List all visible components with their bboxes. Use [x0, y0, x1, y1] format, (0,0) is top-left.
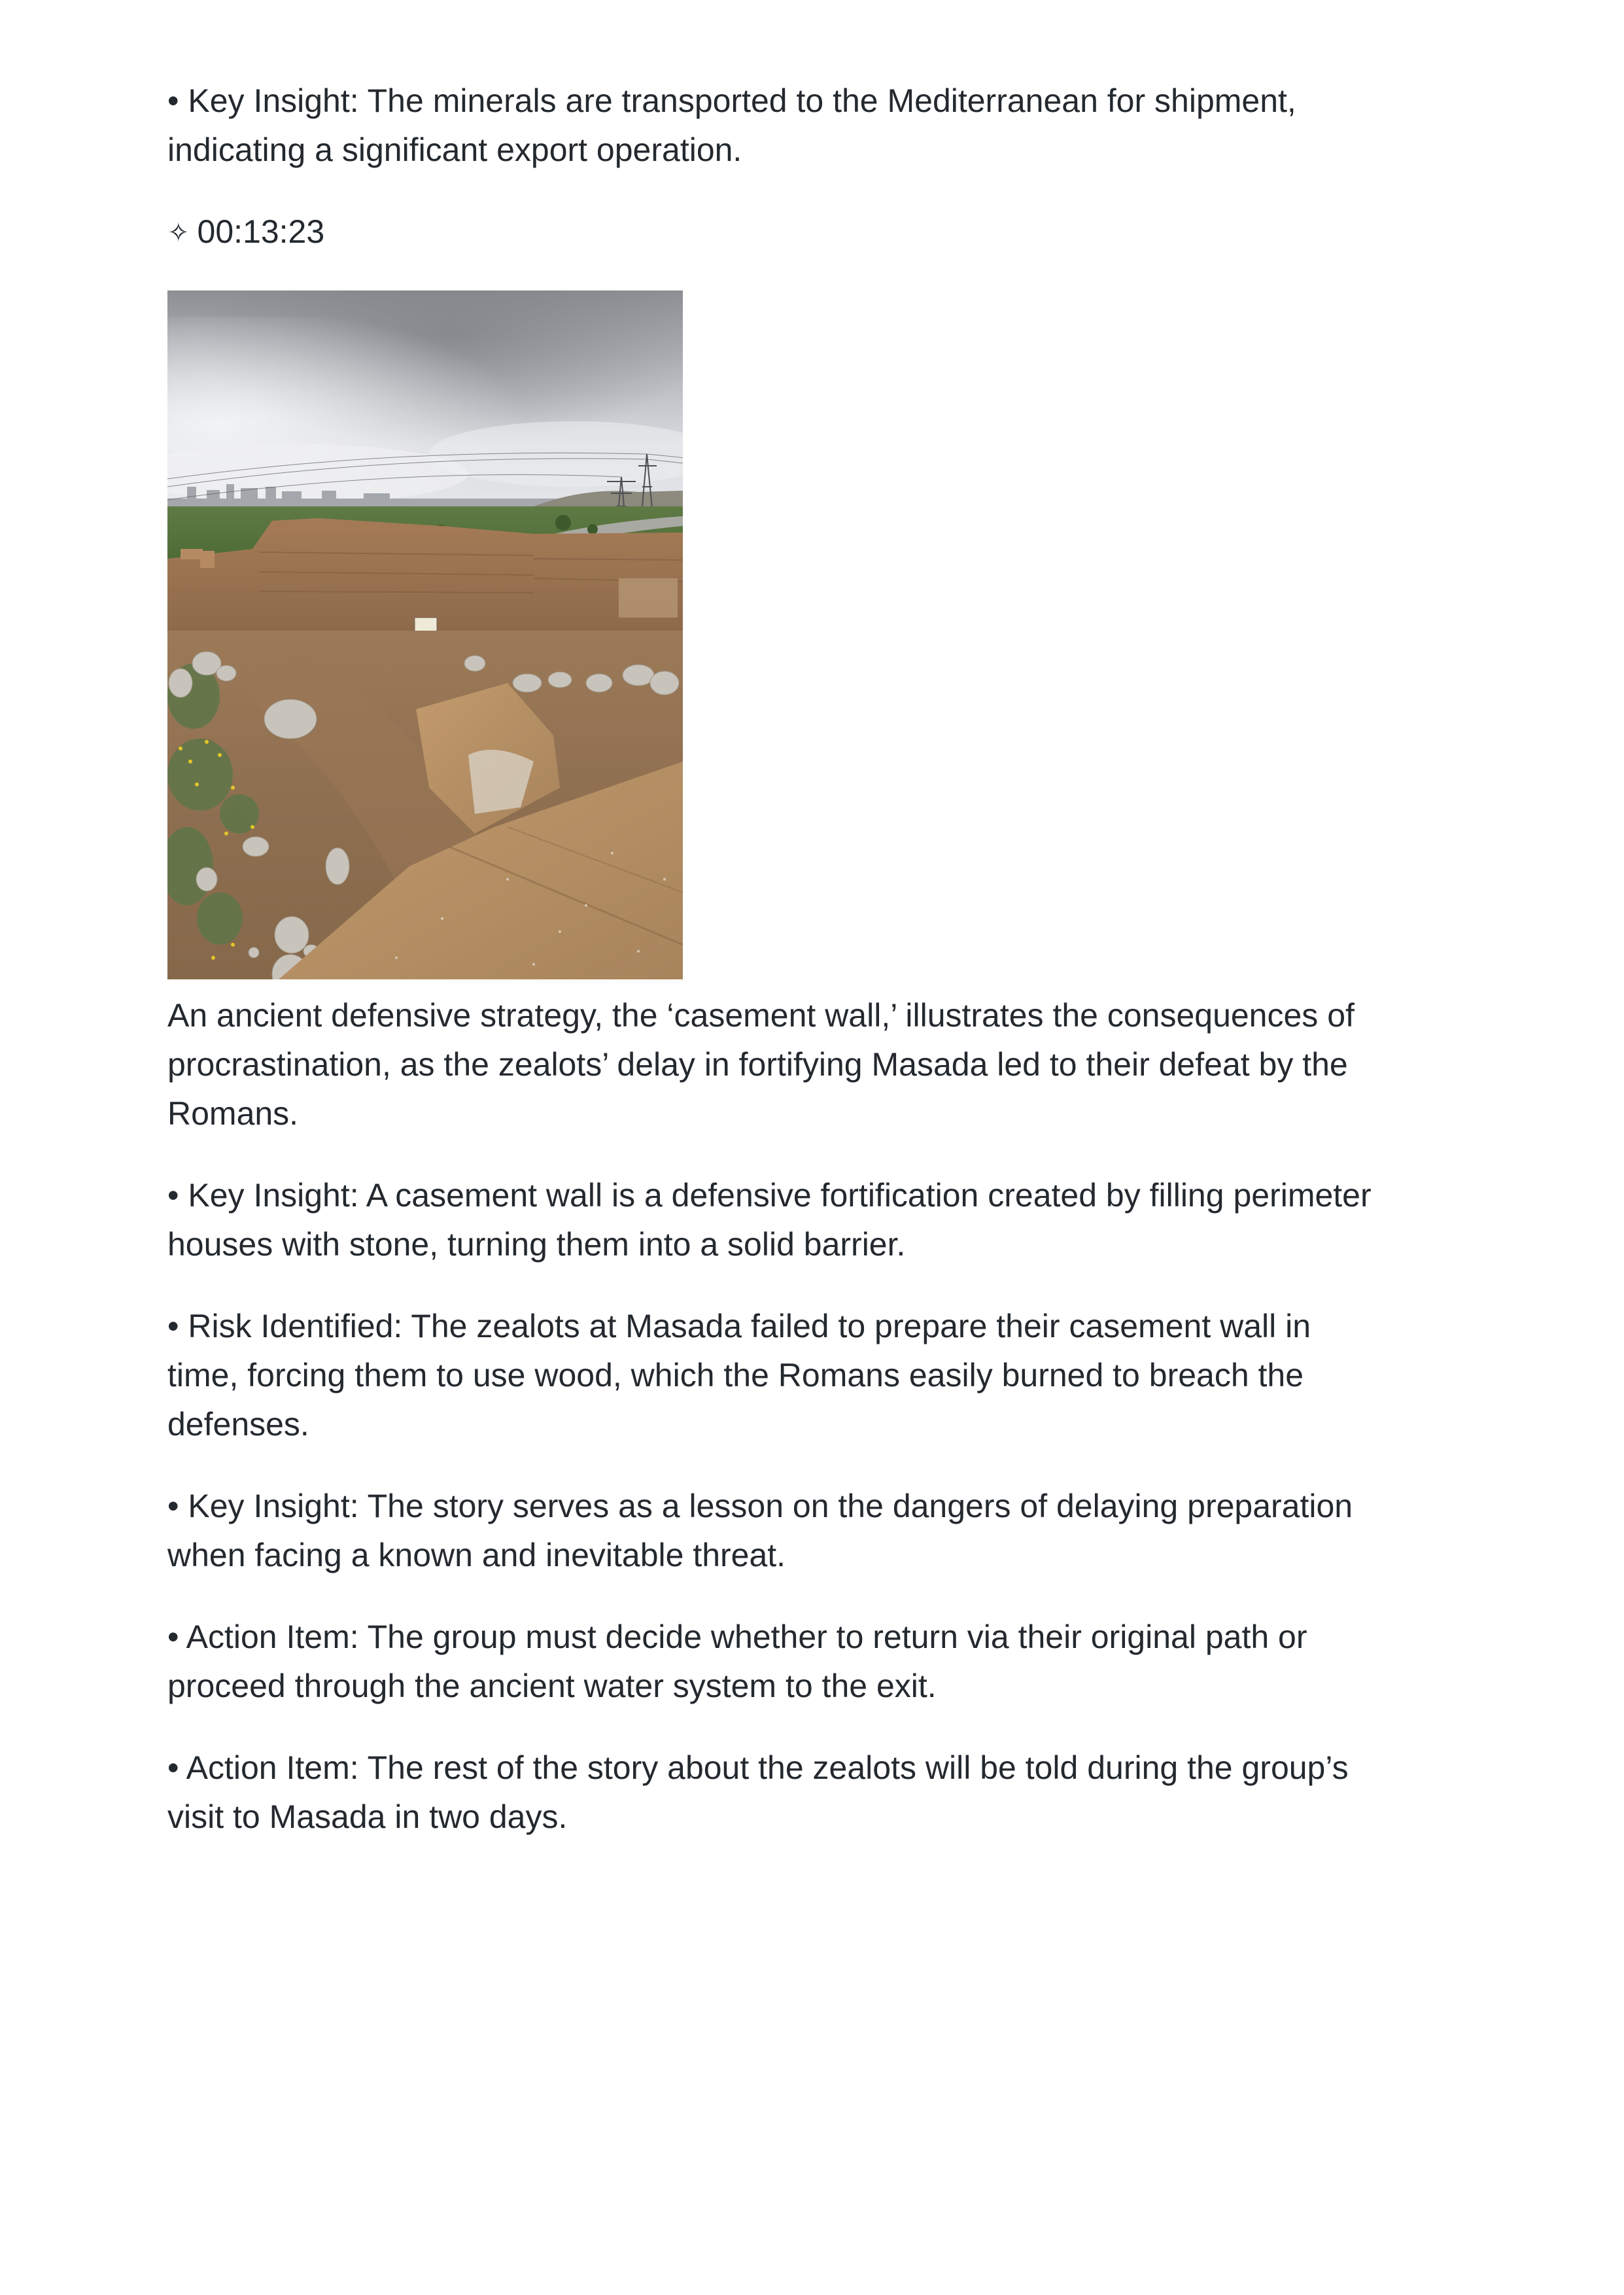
- text-line: indicating a significant export operation.: [167, 131, 742, 168]
- summary-paragraph: [167, 991, 1457, 1138]
- text-line: procrastination, as the zealots’ delay in fortifying Masada led to their defeat by the: [167, 1046, 1348, 1083]
- text-line: An ancient defensive strategy, the ‘casement wall,’ illustrates the consequences of: [167, 997, 1355, 1034]
- key-insight-bullet: [167, 1482, 1457, 1580]
- timestamp: [167, 207, 1457, 258]
- risk-identified-bullet: [167, 1302, 1457, 1449]
- insight-paragraph: [167, 77, 1457, 175]
- timestamp-value: 00:13:23: [197, 213, 325, 250]
- sparkle-icon: ✧: [167, 218, 190, 248]
- text-line: Romans.: [167, 1095, 299, 1132]
- ruins-photo-illustration: [167, 290, 683, 979]
- text-line: • Key Insight: The minerals are transported to the Mediterranean for shipment,: [167, 82, 1296, 119]
- text-line: • Key Insight: A casement wall is a defensive fortification created by filling perimeter: [167, 1177, 1372, 1214]
- ruins-photo: [167, 290, 683, 979]
- text-line: • Key Insight: The story serves as a lesson on the dangers of delaying preparation: [167, 1488, 1353, 1524]
- text-line: when facing a known and inevitable threat.: [167, 1537, 786, 1573]
- text-line: • Risk Identified: The zealots at Masada failed to prepare their casement wall in: [167, 1308, 1311, 1344]
- action-item-bullet: [167, 1743, 1457, 1842]
- text-line: defenses.: [167, 1406, 309, 1443]
- action-item-bullet: [167, 1613, 1457, 1711]
- text-line: visit to Masada in two days.: [167, 1798, 568, 1835]
- text-line: houses with stone, turning them into a solid barrier.: [167, 1226, 906, 1263]
- key-insight-bullet: [167, 1171, 1457, 1269]
- text-line: proceed through the ancient water system to the exit.: [167, 1668, 937, 1704]
- text-line: time, forcing them to use wood, which the Romans easily burned to breach the: [167, 1357, 1304, 1393]
- text-line: • Action Item: The rest of the story about the zealots will be told during the group’s: [167, 1749, 1349, 1786]
- document-page: [167, 77, 1457, 1874]
- text-line: • Action Item: The group must decide whether to return via their original path or: [167, 1619, 1307, 1655]
